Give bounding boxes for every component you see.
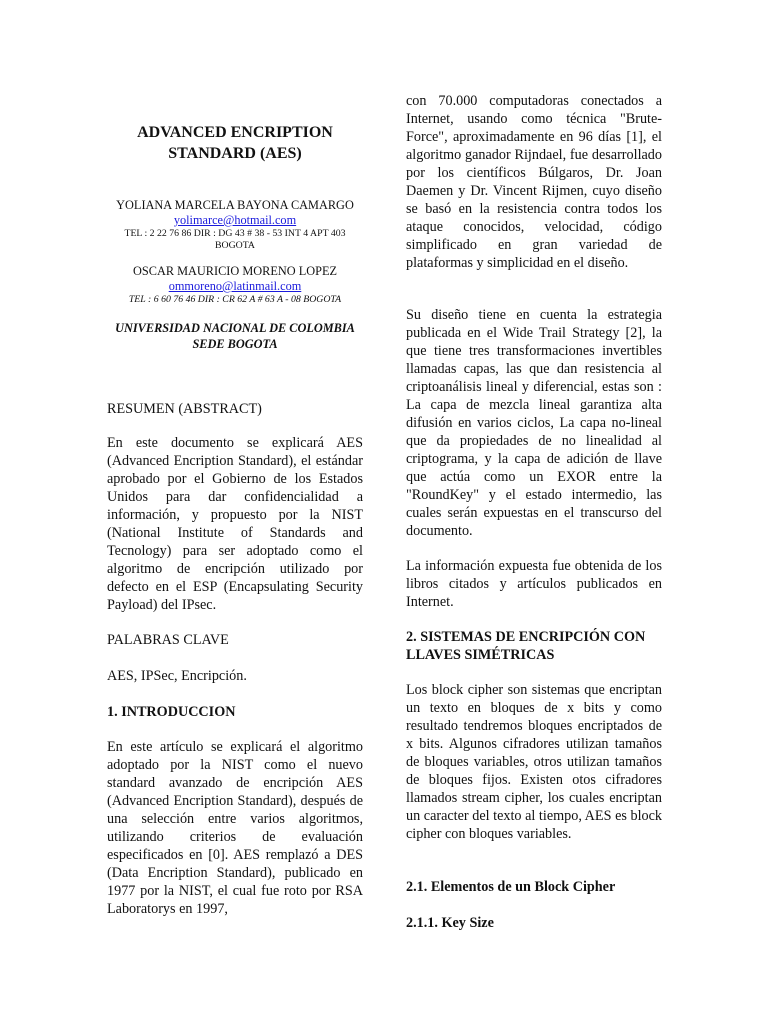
- right-paragraph-3: La información expuesta fue obtenida de los libros citados y artículos publicados en Internet.: [406, 558, 662, 610]
- university-campus: SEDE BOGOTA: [192, 337, 278, 351]
- keywords-text: AES, IPSec, Encripción.: [107, 668, 247, 684]
- author-name: OSCAR MAURICIO MORENO LOPEZ: [133, 264, 337, 278]
- intro-heading: 1. INTRODUCCION: [107, 704, 236, 720]
- author-contact: TEL : 2 22 76 86 DIR : DG 43 # 38 - 53 INT 4 APT 403: [124, 228, 346, 239]
- title-line-1: ADVANCED ENCRIPTION: [137, 124, 333, 141]
- paper-title: [107, 122, 363, 164]
- author-contact: TEL : 6 60 76 46 DIR : CR 62 A # 63 A - 08 BOGOTA: [128, 294, 342, 305]
- author-name: YOLIANA MARCELA BAYONA CAMARGO: [116, 198, 354, 212]
- university-name: UNIVERSIDAD NACIONAL DE COLOMBIA: [115, 321, 355, 335]
- subsection-2-1-1-heading: 2.1.1. Key Size: [406, 915, 494, 931]
- abstract-text: En este documento se explicará AES (Advanced Encription Standard), el estándar aprobado por el Gobierno de los Estados Unidos para dar confidencialidad a información, y propuesto por la NIST (National Institute of Standards and Tecnology) para ser adoptado como el algoritmo de encripción utilizado por defecto en el ESP (Encapsulating Security Payload) del IPsec.: [107, 435, 363, 613]
- author-block-1: [107, 198, 363, 252]
- section-2-text: Los block cipher son sistemas que encriptan un texto en bloques de x bits y como resultado tendremos bloques encriptados de x bits. Algunos cifradores utilizan tamaños de bloques variables, otros utilizan tamaños de bloques fijos. Existen otos cifradores llamados stream cipher, los cuales encriptan un caracter del texto al tiempo, AES es block cipher con bloques variables.: [406, 682, 662, 842]
- abstract-heading: RESUMEN (ABSTRACT): [107, 401, 262, 417]
- author-email-link[interactable]: yolimarce@hotmail.com: [173, 213, 297, 227]
- section-2-heading: 2. SISTEMAS DE ENCRIPCIÓN CON LLAVES SIMÉTRICAS: [406, 629, 646, 663]
- keywords-heading: PALABRAS CLAVE: [107, 632, 229, 648]
- intro-text: En este artículo se explicará el algoritmo adoptado por la NIST como el nuevo standard avanzado de encripción AES (Advanced Encription Standard), después de una selección entre varios algoritmos, utilizando criterios de evaluación especificados en [0]. AES remplazó a DES (Data Encription Standard), publicado en 1977 por la NIST, el cual fue roto por RSA Laboratorys en 1997,: [107, 739, 363, 917]
- author-block-2: [107, 264, 363, 306]
- right-paragraph-1: con 70.000 computadoras conectados a Internet, usando como técnica "Brute-Force", aproximadamente en 96 días [1], el algoritmo ganador Rijndael, fue desarrollado por los científicos Búlgaros, Dr. Joan Daemen y Dr. Vincent Rijmen, cuyo diseño se basó en la resistencia contra todos los ataque conocidos, velocidad, código simplificado en gran variedad de plataformas y simplicidad en el diseño.: [406, 93, 662, 271]
- title-line-2: STANDARD (AES): [168, 145, 302, 162]
- author-city: BOGOTA: [214, 240, 256, 251]
- author-email-link[interactable]: ommoreno@latinmail.com: [168, 279, 302, 293]
- subsection-2-1-heading: 2.1. Elementos de un Block Cipher: [406, 879, 616, 895]
- right-paragraph-2: Su diseño tiene en cuenta la estrategia publicada en el Wide Trail Strategy [2], la que tiene tres transformaciones invertibles llamadas capas, las que dan resistencia al criptoanálisis lineal y diferencial, estas son : La capa de mezcla lineal garantiza alta difusión en varios ciclos, La capa no-lineal que da propiedades de no linealidad al criptograma, y la capa de adición de llave que actúa como un EXOR entre la "RoundKey" y el estado intermedio, las cuales serán expuestas en el transcurso del documento.: [406, 307, 662, 539]
- university-affiliation: [107, 320, 363, 352]
